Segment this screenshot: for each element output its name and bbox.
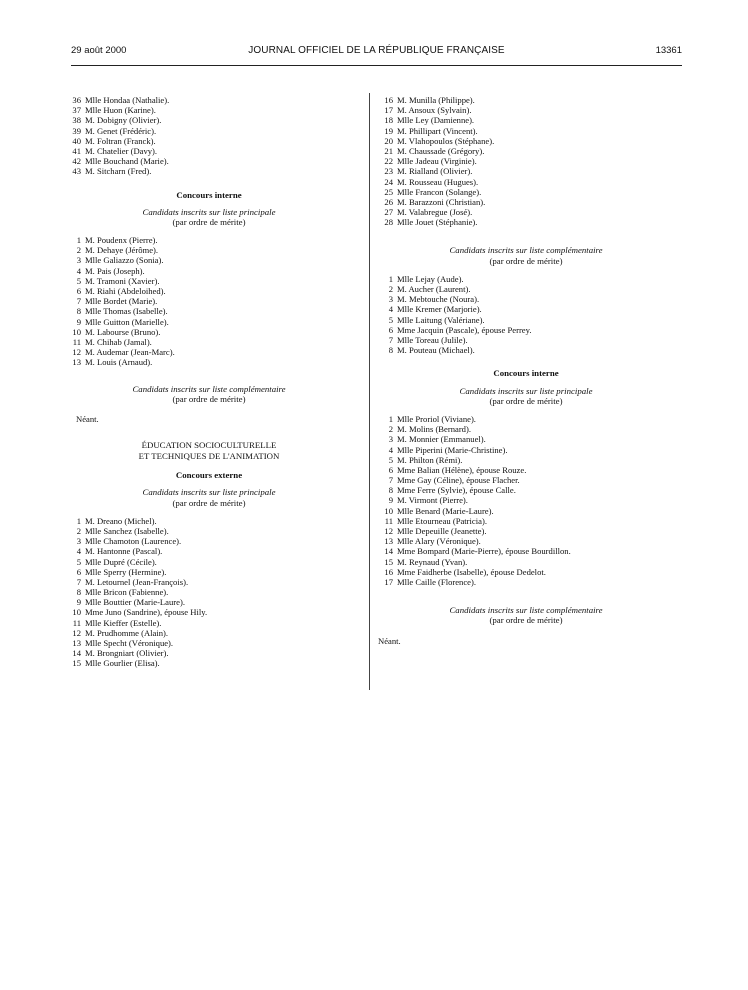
rank-number: 5 [76,275,81,286]
candidate-name: M. Louis (Arnaud). [85,357,153,368]
candidate-name: M. Phillipart (Vincent). [397,125,478,136]
candidate-name: M. Reynaud (Yvan). [397,556,468,567]
candidate-name: Mme Gay (Céline), épouse Flacher. [397,475,520,486]
rank-number: 27 [384,207,393,218]
candidate-name: Mlle Kieffer (Estelle). [85,617,162,628]
list-item [376,475,676,485]
list-item [376,414,676,424]
candidate-name: Mlle Bouchand (Marie). [85,156,169,167]
list-item [376,434,676,444]
heading-concours-interne: Concours interne [176,189,242,200]
rank-number: 19 [384,125,393,136]
list-item [64,115,354,125]
list-item [64,126,354,136]
rank-number: 6 [76,286,81,297]
list-item [376,207,676,217]
list-item [64,296,354,306]
column-divider [369,93,370,690]
rank-number: 12 [384,526,393,537]
rank-number: 13 [72,357,81,368]
left-column [64,95,354,669]
rank-number: 8 [76,587,81,598]
rank-number: 12 [72,627,81,638]
list-item [64,628,354,638]
header-rule [71,65,682,66]
label-liste-complementaire: Candidats inscrits sur liste complémentaire [449,605,603,616]
candidate-name: Mlle Kremer (Marjorie). [397,304,482,315]
rank-number: 25 [384,186,393,197]
rank-number: 41 [72,145,81,156]
list-item [376,546,676,556]
rank-number: 18 [384,115,393,126]
label-liste-principale: Candidats inscrits sur liste principale [459,385,593,396]
neant-text: Néant. [378,635,401,646]
list-item [64,516,354,526]
label-ordre-merite: (par ordre de mérite) [489,615,563,626]
page-header [71,45,682,61]
candidate-name: M. Valabregue (José). [397,207,473,218]
list-item [376,516,676,526]
rank-number: 7 [76,576,81,587]
heading-concours-interne: Concours interne [493,368,559,379]
list-externe-complementaire [376,274,676,356]
rank-number: 15 [72,658,81,669]
list-item [376,115,676,125]
candidate-name: M. Riahi (Abdeloihed). [85,286,166,297]
list-item [64,536,354,546]
list-item [64,557,354,567]
rank-number: 16 [384,566,393,577]
candidate-name: Mlle Toreau (Julile). [397,334,468,345]
rank-number: 40 [72,135,81,146]
candidate-name: Mlle Alary (Véronique). [397,536,481,547]
right-column [376,95,676,646]
list-externe-principale [64,516,354,669]
rank-number: 3 [76,536,81,547]
rank-number: 20 [384,135,393,146]
candidate-name: Mlle Etourneau (Patricia). [397,515,487,526]
rank-number: 7 [76,296,81,307]
candidate-name: Mlle Benard (Marie-Laure). [397,505,494,516]
list-item [64,156,354,166]
rank-number: 12 [72,347,81,358]
list-item [376,567,676,577]
rank-number: 23 [384,166,393,177]
rank-number: 10 [72,607,81,618]
candidate-name: M. Chatelier (Davy). [85,145,158,156]
candidate-name: M. Prudhomme (Alain). [85,627,169,638]
list-item [64,577,354,587]
rank-number: 26 [384,196,393,207]
rank-number: 7 [388,475,393,486]
candidate-name: Mme Balian (Hélène), épouse Rouze. [397,464,527,475]
rank-number: 2 [388,284,393,295]
list-item [64,245,354,255]
candidate-name: M. Monnier (Emmanuel). [397,434,486,445]
candidate-name: M. Hantonne (Pascal). [85,546,163,557]
candidate-name: Mlle Huon (Karine). [85,105,156,116]
list-externe-principale-cont [376,95,676,227]
candidate-name: M. Mebtouche (Noura). [397,294,480,305]
rank-number: 11 [72,336,81,347]
label-ordre-merite: (par ordre de mérite) [172,216,246,227]
list-item [64,648,354,658]
candidate-name: Mlle Specht (Véronique). [85,638,174,649]
candidate-name: M. Philton (Rémi). [397,454,463,465]
rank-number: 39 [72,125,81,136]
rank-number: 1 [76,235,81,246]
list-item [376,465,676,475]
candidate-name: M. Molins (Bernard). [397,424,471,435]
list-item [64,276,354,286]
section-line-2: ET TECHNIQUES DE L'ANIMATION [138,451,280,462]
list-item [376,177,676,187]
candidate-name: Mlle Gourlier (Elisa). [85,658,160,669]
rank-number: 6 [76,566,81,577]
rank-number: 38 [72,115,81,126]
candidate-name: Mlle Caille (Florence). [397,576,476,587]
rank-number: 8 [388,345,393,356]
list-item [64,146,354,156]
rank-number: 3 [76,255,81,266]
rank-number: 37 [72,105,81,116]
section-title [64,440,354,462]
rank-number: 10 [384,505,393,516]
list-item [376,455,676,465]
list-item [64,235,354,245]
rank-number: 9 [388,495,393,506]
candidate-name: Mme Ferre (Sylvie), épouse Calle. [397,485,516,496]
header-date: 29 août 2000 [71,45,127,56]
list-item [376,105,676,115]
list-item [64,105,354,115]
candidate-name: Mlle Bordet (Marie). [85,296,158,307]
rank-number: 9 [76,597,81,608]
candidate-name: M. Pouteau (Michael). [397,345,475,356]
candidate-name: M. Labourse (Bruno). [85,326,161,337]
list-item [376,95,676,105]
rank-number: 1 [76,515,81,526]
candidate-name: M. Chaussade (Grégory). [397,145,485,156]
list-item [376,187,676,197]
rank-number: 13 [72,638,81,649]
label-ordre-merite: (par ordre de mérite) [489,255,563,266]
rank-number: 16 [384,95,393,105]
list-item [376,335,676,345]
label-liste-complementaire: Candidats inscrits sur liste complémentaire [449,245,603,256]
list-item [64,567,354,577]
candidate-name: Mlle Guitton (Marielle). [85,316,169,327]
list-item [376,294,676,304]
list-item [64,607,354,617]
candidate-name: Mme Faidherbe (Isabelle), épouse Dedelot. [397,566,546,577]
rank-number: 7 [388,334,393,345]
list-item [64,286,354,296]
list-item [64,357,354,367]
list-item [64,306,354,316]
rank-number: 36 [72,95,81,105]
candidate-name: M. Pais (Joseph). [85,265,145,276]
rank-number: 17 [384,576,393,587]
rank-number: 43 [72,166,81,177]
candidate-name: M. Rousseau (Hugues). [397,176,479,187]
list-item [64,526,354,536]
candidate-name: M. Tramoni (Xavier). [85,275,160,286]
rank-number: 42 [72,156,81,167]
list-item [376,536,676,546]
list-interne-principale [64,235,354,367]
label-liste-principale: Candidats inscrits sur liste principale [142,206,276,217]
candidate-name: Mlle Proriol (Viviane). [397,413,476,424]
candidate-name: Mlle Piperini (Marie-Christine). [397,444,508,455]
heading-concours-externe: Concours externe [175,470,243,481]
rank-number: 8 [388,485,393,496]
list-item [376,424,676,434]
candidate-name: M. Poudenx (Pierre). [85,235,158,246]
candidate-name: M. Barazzoni (Christian). [397,196,486,207]
label-ordre-merite: (par ordre de mérite) [172,497,246,508]
section-line-1: ÉDUCATION SOCIOCULTURELLE [141,440,277,451]
journal-title: JOURNAL OFFICIEL DE LA RÉPUBLIQUE FRANÇAISE [248,45,505,56]
label-ordre-merite: (par ordre de mérite) [489,395,563,406]
candidate-name: M. Ansoux (Sylvain). [397,105,472,116]
rank-number: 4 [388,444,393,455]
candidate-name: Mlle Dupré (Cécile). [85,556,157,567]
rank-number: 8 [76,306,81,317]
candidate-name: Mlle Laitung (Valériane). [397,314,485,325]
candidate-name: Mlle Sanchez (Isabelle). [85,525,169,536]
rank-number: 21 [384,145,393,156]
rank-number: 1 [388,273,393,284]
rank-number: 1 [388,413,393,424]
candidate-name: Mlle Jouet (Stéphanie). [397,217,478,228]
list-item [376,146,676,156]
candidate-name: Mlle Depeuille (Jeanette). [397,526,487,537]
rank-number: 11 [384,515,393,526]
label-ordre-merite: (par ordre de mérite) [172,393,246,404]
list-item [376,156,676,166]
list-item [376,274,676,284]
list-item [64,347,354,357]
list-item [376,136,676,146]
candidate-name: M. Foltran (Franck). [85,135,156,146]
rank-number: 5 [388,454,393,465]
rank-number: 6 [388,464,393,475]
list-item [64,166,354,176]
list-item [64,546,354,556]
rank-number: 10 [72,326,81,337]
candidate-name: M. Dobigny (Olivier). [85,115,162,126]
candidate-name: Mlle Francon (Solange). [397,186,482,197]
list-item [64,136,354,146]
rank-number: 5 [388,314,393,325]
rank-number: 22 [384,156,393,167]
candidate-name: M. Vlahopoulos (Stéphane). [397,135,495,146]
page-number: 13361 [655,45,682,56]
list-item [376,166,676,176]
rank-number: 28 [384,217,393,228]
candidate-name: M. Munilla (Philippe). [397,95,475,105]
candidate-name: Mme Bompard (Marie-Pierre), épouse Bourdillon. [397,546,571,557]
list-item [376,217,676,227]
candidate-name: M. Aucher (Laurent). [397,284,471,295]
list-item [64,95,354,105]
candidate-name: Mlle Bricon (Fabienne). [85,587,169,598]
list-item [376,197,676,207]
candidate-name: Mlle Hondaa (Nathalie). [85,95,170,105]
list-item [64,317,354,327]
list-interne-principale [376,414,676,587]
candidate-name: M. Audemar (Jean-Marc). [85,347,175,358]
rank-number: 24 [384,176,393,187]
list-item [64,255,354,265]
rank-number: 15 [384,556,393,567]
candidate-name: M. Rialland (Olivier). [397,166,473,177]
candidate-name: M. Genet (Frédéric). [85,125,157,136]
list-item [376,126,676,136]
rank-number: 4 [76,546,81,557]
list-item [64,638,354,648]
rank-number: 3 [388,434,393,445]
rank-number: 6 [388,324,393,335]
list-item [64,327,354,337]
list-item [376,557,676,567]
list-item [64,597,354,607]
list-item [64,618,354,628]
list-item [64,337,354,347]
candidate-name: M. Letournel (Jean-François). [85,576,189,587]
candidate-name: M. Sitcharn (Fred). [85,166,152,177]
rank-number: 9 [76,316,81,327]
list-item [64,266,354,276]
rank-number: 4 [388,304,393,315]
list-item [376,284,676,294]
candidate-name: M. Brongniart (Olivier). [85,648,169,659]
rank-number: 2 [76,245,81,256]
rank-number: 4 [76,265,81,276]
candidate-name: M. Virmont (Pierre). [397,495,468,506]
list-item [376,445,676,455]
rank-number: 5 [76,556,81,567]
list-item [376,345,676,355]
list-item [64,658,354,668]
rank-number: 13 [384,536,393,547]
label-liste-complementaire: Candidats inscrits sur liste complémentaire [132,383,286,394]
candidate-name: Mme Jacquin (Pascale), épouse Perrey. [397,324,532,335]
candidate-name: Mlle Thomas (Isabelle). [85,306,168,317]
candidate-name: Mlle Chamoton (Laurence). [85,536,182,547]
rank-number: 2 [76,525,81,536]
candidate-name: Mlle Ley (Damienne). [397,115,475,126]
list-item [376,526,676,536]
rank-number: 2 [388,424,393,435]
list-item [376,495,676,505]
candidate-name: Mlle Jadeau (Virginie). [397,156,477,167]
list-item [376,325,676,335]
neant-text: Néant. [76,413,99,424]
list-item [376,577,676,587]
list-top [64,95,354,177]
rank-number: 14 [72,648,81,659]
candidate-name: M. Chihab (Jamal). [85,336,152,347]
rank-number: 3 [388,294,393,305]
candidate-name: Mlle Sperry (Hermine). [85,566,167,577]
candidate-name: M. Dehaye (Jérôme). [85,245,159,256]
list-item [376,304,676,314]
candidate-name: Mlle Lejay (Aude). [397,273,464,284]
list-item [376,506,676,516]
list-item [64,587,354,597]
list-item [376,315,676,325]
candidate-name: Mlle Bouttier (Marie-Laure). [85,597,185,608]
label-liste-principale: Candidats inscrits sur liste principale [142,487,276,498]
candidate-name: M. Dreano (Michel). [85,515,157,526]
candidate-name: Mlle Galiazzo (Sonia). [85,255,164,266]
rank-number: 11 [72,617,81,628]
rank-number: 14 [384,546,393,557]
rank-number: 17 [384,105,393,116]
list-item [376,485,676,495]
candidate-name: Mme Juno (Sandrine), épouse Hily. [85,607,208,618]
